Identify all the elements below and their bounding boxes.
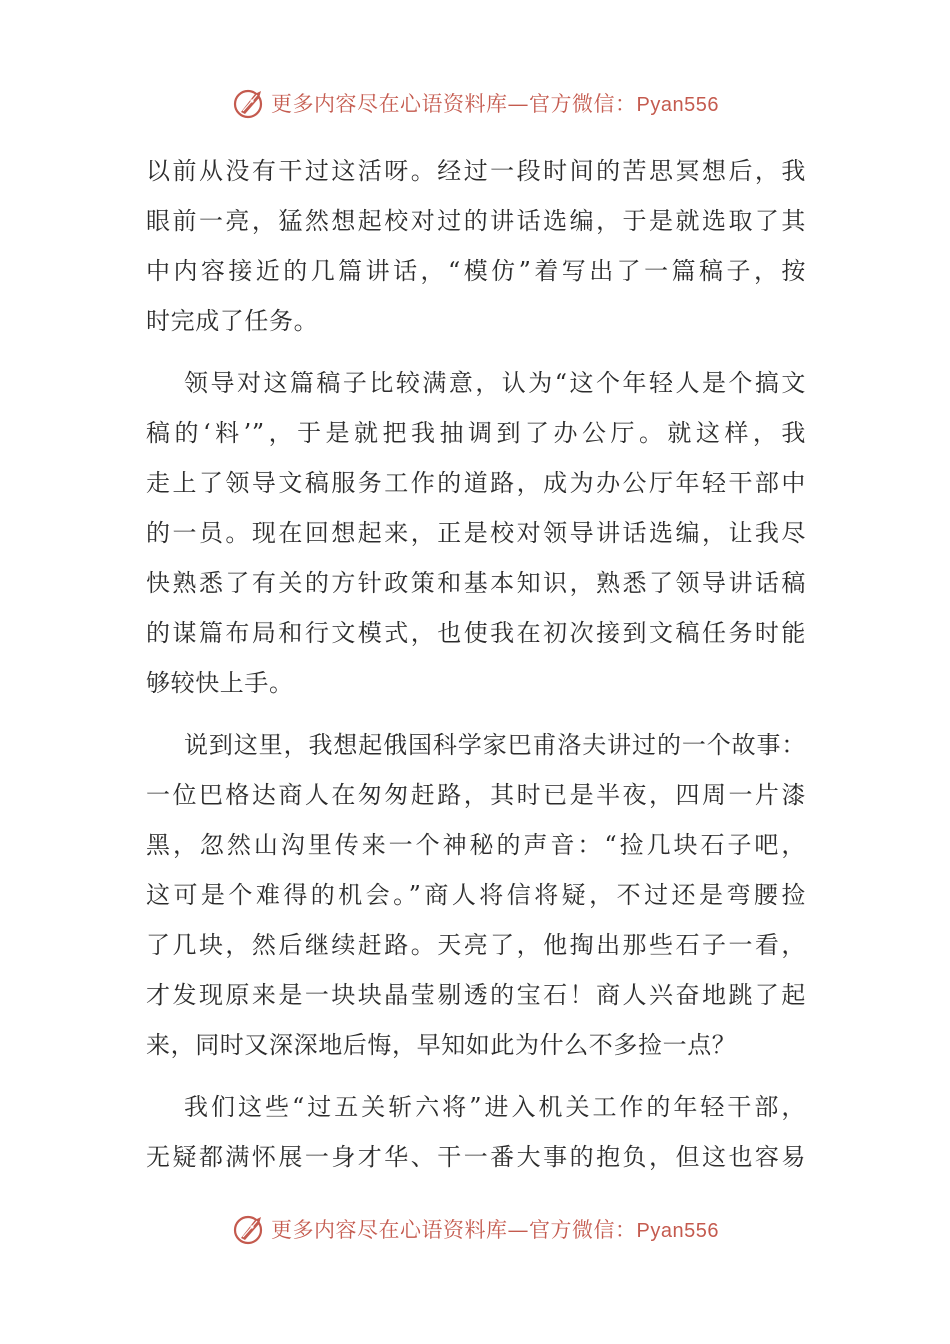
pen-nib-logo-icon — [231, 85, 267, 121]
text-line: 时完成了任务。 — [146, 307, 319, 335]
text-line: 了几块，然后继续赶路。天亮了，他掏出那些石子一看， — [146, 931, 806, 959]
text-line: 眼前一亮，猛然想起校对过的讲话选编，于是就选取了其 — [146, 207, 806, 235]
paragraph-2 — [146, 358, 806, 708]
text-line: 才发现原来是一块块晶莹剔透的宝石！商人兴奋地跳了起 — [146, 981, 806, 1009]
text-line: 领导对这篇稿子比较满意，认为“这个年轻人是个搞文 — [184, 369, 806, 397]
text-line: 无疑都满怀展一身才华、干一番大事的抱负，但这也容易 — [146, 1143, 806, 1171]
text-line: 以前从没有干过这活呀。经过一段时间的苦思冥想后，我 — [146, 157, 806, 185]
text-line: 稿的‘料’”，于是就把我抽调到了办公厅。就这样，我 — [146, 419, 806, 447]
header-banner — [0, 83, 950, 123]
text-line: 这可是个难得的机会。”商人将信将疑，不过还是弯腰捡 — [146, 881, 806, 909]
text-line: 一位巴格达商人在匆匆赶路，其时已是半夜，四周一片漆 — [146, 781, 806, 809]
document-body — [146, 146, 806, 1194]
text-line: 够较快上手。 — [146, 669, 294, 697]
footer-banner — [0, 1209, 950, 1249]
footer-banner-text: 更多内容尽在心语资料库—官方微信：Pyan556 — [271, 1218, 719, 1242]
text-line: 说到这里，我想起俄国科学家巴甫洛夫讲过的一个故事： — [184, 731, 806, 759]
header-banner-id: Pyan556 — [636, 94, 719, 116]
text-line: 来，同时又深深地后悔，早知如此为什么不多捡一点？ — [146, 1031, 737, 1059]
footer-banner-id: Pyan556 — [636, 1220, 719, 1242]
text-line: 走上了领导文稿服务工作的道路，成为办公厅年轻干部中 — [146, 469, 806, 497]
paragraph-4 — [146, 1082, 806, 1182]
pen-nib-logo-icon — [231, 1211, 267, 1247]
text-line: 的一员。现在回想起来，正是校对领导讲话选编，让我尽 — [146, 519, 806, 547]
paragraph-3 — [146, 720, 806, 1070]
text-line: 黑，忽然山沟里传来一个神秘的声音：“捡几块石子吧， — [146, 831, 806, 859]
paragraph-1 — [146, 146, 806, 346]
text-line: 中内容接近的几篇讲话，“模仿”着写出了一篇稿子，按 — [146, 257, 806, 285]
header-banner-text: 更多内容尽在心语资料库—官方微信：Pyan556 — [271, 92, 719, 116]
text-line: 的谋篇布局和行文模式，也使我在初次接到文稿任务时能 — [146, 619, 806, 647]
text-line: 我们这些“过五关斩六将”进入机关工作的年轻干部， — [184, 1093, 806, 1121]
text-line: 快熟悉了有关的方针政策和基本知识，熟悉了领导讲话稿 — [146, 569, 806, 597]
